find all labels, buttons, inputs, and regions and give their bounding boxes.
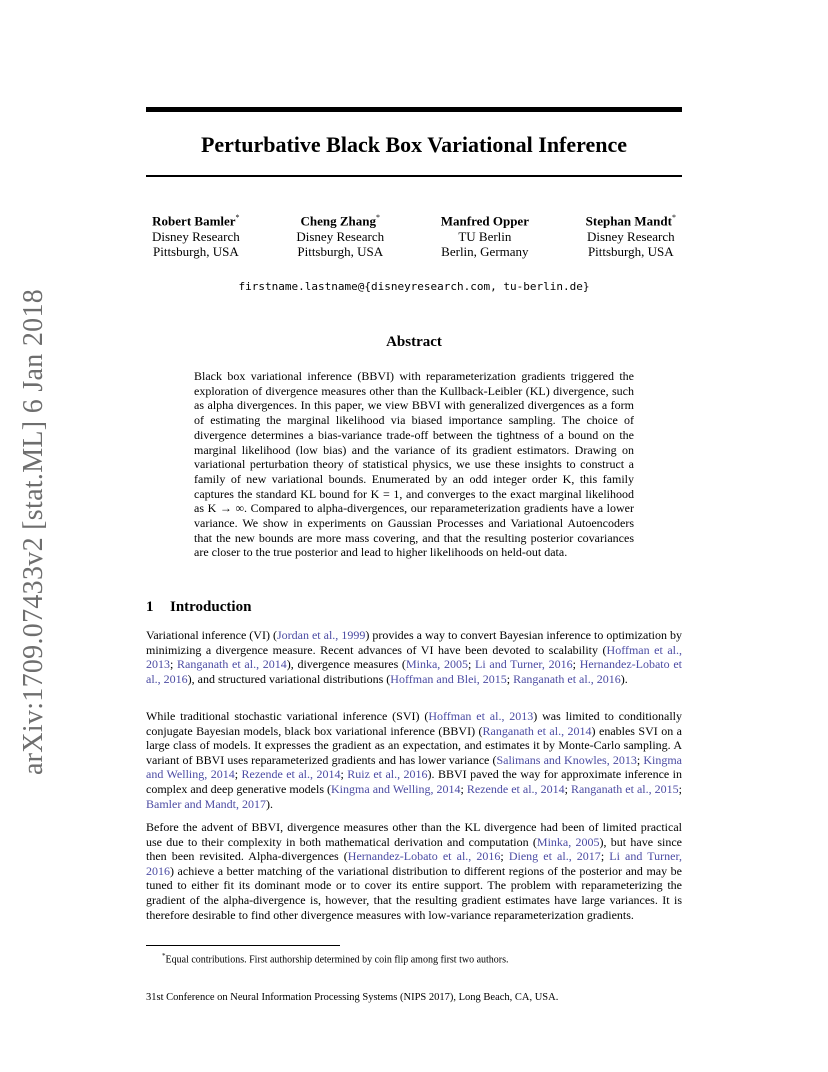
citation-link[interactable]: Jordan et al., 1999 (276, 628, 366, 642)
body-paragraph (146, 820, 682, 922)
paragraph-text: ), but have since then been revisited. Alpha-divergences ( (146, 834, 682, 864)
paragraph-text: Before the advent of BBVI, divergence measures other than the KL divergence had been of limited practical use due to their complexity in both mathematical derivation and computation ( (146, 820, 682, 849)
abstract-heading: Abstract (386, 334, 442, 350)
author (441, 210, 529, 260)
section-title: Introduction (170, 599, 252, 615)
body-paragraph (146, 628, 682, 686)
paragraph-text: ; (467, 657, 476, 672)
paragraph-text: ; (460, 781, 467, 796)
citation-link[interactable]: Rezende et al., 2014 (241, 767, 341, 782)
title-rule-bottom (146, 175, 682, 177)
author-affiliation: Disney Research (296, 228, 385, 244)
citation-link[interactable]: Ranganath et al., 2014 (177, 657, 287, 672)
paragraph-text: ). BBVI paved the way for approximate inference in complex and deep generative models ( (146, 767, 682, 796)
paper-title: Perturbative Black Box Variational Inference (200, 132, 628, 157)
citation-link[interactable]: Salimans and Knowles, 2013 (496, 752, 637, 767)
footnote-mark: * (162, 952, 166, 960)
citation-link[interactable]: Hernandez-Lobato et al., 2016 (146, 657, 682, 686)
paragraph-text: ), divergence measures ( (286, 657, 406, 672)
paragraph-text: ), and structured variational distributions ( (187, 671, 391, 686)
paragraph-text: While traditional stochastic variational inference (SVI) ( (146, 709, 429, 723)
paragraph-text: ; (340, 767, 348, 782)
footnote-text: Equal contributions. First authorship determined by coin flip among first two authors. (165, 954, 509, 966)
paragraph-text: Variational inference (VI) ( (146, 628, 277, 642)
citation-link[interactable]: Minka, 2005 (536, 834, 600, 849)
abstract-text: Black box variational inference (BBVI) with reparameterization gradients triggered the exploration of divergence measures other than the Kullback-Leibler (KL) divergence, such as alpha divergences. In this paper, we view BBVI with generalized divergences as a form of estimating the marginal likelihood via biased importance sampling. The choice of divergence determines a bias-variance trade-off between the tightness of a bound on the marginal likelihood (low bias) and the variance of its gradient estimators. Drawing on variational perturbation theory of statistical physics, we use these insights to construct a family of new variational bounds. Enumerated by an odd integer order K, this family captures the standard KL bound for K = 1, and converges to the exact marginal likelihood as K → ∞. Compared to alpha-divergences, our reparameterization gradients have a lower variance. We show in experiments on Gaussian Processes and Variational Autoencoders that the new bounds are more mass covering, and that the resulting posterior covariances are closer to the true posterior and lead to higher likelihoods on held-out data. (194, 369, 634, 560)
paragraph-text: ; (170, 657, 178, 672)
author-location: Pittsburgh, USA (152, 244, 239, 260)
author (586, 210, 676, 260)
author-affiliation: TU Berlin (458, 228, 512, 244)
footnote (162, 950, 682, 966)
citation-link[interactable]: Kingma and Welling, 2014 (331, 781, 461, 796)
citation-link[interactable]: Rezende et al., 2014 (466, 781, 565, 796)
citation-link[interactable]: Ranganath et al., 2016 (513, 671, 621, 686)
citation-link[interactable]: Hoffman et al., 2013 (146, 642, 682, 672)
citation-link[interactable]: Ruiz et al., 2016 (347, 767, 428, 782)
paragraph-text: ; (500, 849, 509, 864)
arxiv-stamp: arXiv:1709.07433v2 [stat.ML] 6 Jan 2018 (18, 288, 49, 776)
citation-link[interactable]: Li and Turner, 2016 (146, 849, 682, 878)
paragraph-text: ) provides a way to convert Bayesian inference to optimization by minimizing a divergence measure. Recent advances of VI have been devoted to scalability ( (146, 628, 682, 657)
citation-link[interactable]: Ranganath et al., 2015 (570, 781, 679, 796)
section-number: 1 (146, 599, 154, 615)
paragraph-text: ). (620, 671, 628, 686)
author-name: Stephan Mandt* (585, 213, 676, 229)
author-name: Cheng Zhang* (300, 213, 380, 229)
section-heading (146, 597, 682, 617)
body-paragraph (146, 709, 682, 811)
citation-link[interactable]: Hernandez-Lobato et al., 2016 (347, 849, 501, 864)
citation-link[interactable]: Ranganath et al., 2014 (482, 723, 592, 738)
paragraph-text: ) was limited to conditionally conjugate Bayesian models, black box variational inference (BBVI) ( (146, 709, 683, 738)
author-name: Robert Bamler* (152, 213, 240, 229)
paragraph-text: ) enables SVI on a large class of models. It expresses the gradient as an expectation, and estimates it by Monte-Carlo sampling. A variant of BBVI uses reparameterized gradients and has lower variance ( (146, 723, 683, 767)
author (296, 210, 384, 260)
author-affiliation: Disney Research (586, 228, 675, 244)
footnote-rule (146, 945, 340, 946)
author-location: Pittsburgh, USA (297, 244, 384, 260)
citation-link[interactable]: Bamler and Mandt, 2017 (146, 796, 266, 811)
citation-link[interactable]: Kingma and Welling, 2014 (146, 752, 682, 782)
author-email: firstname.lastname@{disneyresearch.com, tu-berlin.de} (238, 280, 590, 293)
author-location: Berlin, Germany (441, 244, 529, 260)
paragraph-text: ; (636, 752, 644, 767)
citation-link[interactable]: Minka, 2005 (405, 657, 468, 672)
paragraph-text: ; (572, 657, 580, 672)
author (152, 210, 240, 260)
title-rule-top (146, 107, 682, 112)
paragraph-text: ). (265, 796, 273, 811)
paragraph-text: ; (564, 781, 571, 796)
author-name: Manfred Opper (440, 213, 529, 229)
paragraph-text: ) achieve a better matching of the variational distribution to different regions of the posterior and may be tuned to either fit its dominant mode or to cover its entire support. The problem with reparameterizing the gradient of the alpha-divergence is, however, that the resulting gradient estimates have large variances. It is therefore desirable to find other divergence measures with low-variance reparameterization gradients. (146, 863, 682, 922)
venue-note: 31st Conference on Neural Information Processing Systems (NIPS 2017), Long Beach, CA, USA. (146, 992, 559, 1003)
citation-link[interactable]: Hoffman et al., 2013 (428, 709, 534, 723)
citation-link[interactable]: Dieng et al., 2017 (508, 849, 601, 864)
paragraph-text: ; (506, 671, 514, 686)
paragraph-text: ; (600, 849, 610, 864)
paragraph-text: ; (678, 781, 682, 796)
citation-link[interactable]: Li and Turner, 2016 (475, 657, 573, 672)
author-block (152, 210, 676, 260)
paragraph-text: ; (234, 767, 242, 782)
author-location: Pittsburgh, USA (587, 244, 674, 260)
citation-link[interactable]: Hoffman and Blei, 2015 (390, 671, 507, 686)
author-affiliation: Disney Research (152, 228, 240, 244)
